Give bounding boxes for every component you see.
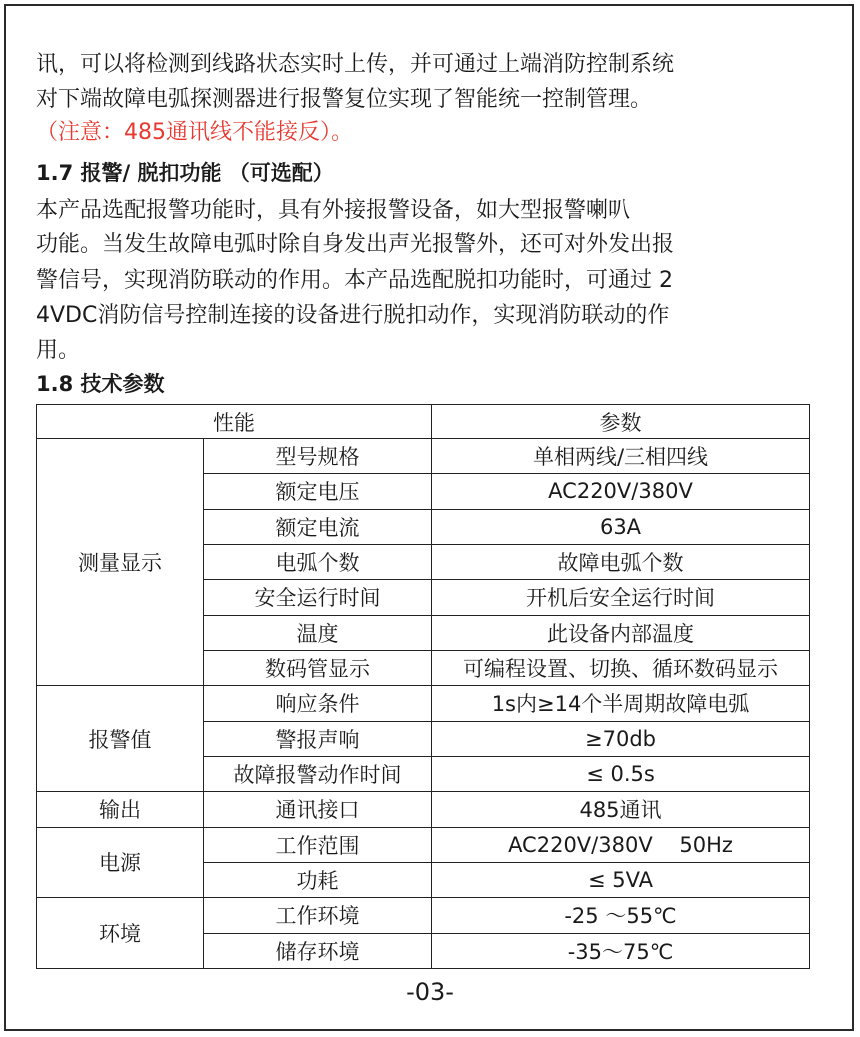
paragraph-line: 警信号，实现消防联动的作用。本产品选配脱扣功能时，可通过 2 — [36, 268, 673, 293]
item-cell: 电弧个数 — [204, 544, 432, 579]
value-cell: ≤ 5VA — [432, 862, 810, 897]
section-1-7-heading: 1.7 报警/ 脱扣功能 （可选配） — [36, 161, 334, 185]
item-cell: 工作环境 — [204, 898, 432, 933]
page-number: -03- — [406, 978, 454, 1006]
table-row — [37, 827, 810, 862]
tech-params-table — [36, 404, 810, 969]
value-cell: 单相两线/三相四线 — [432, 439, 810, 474]
value-cell: AC220V/380V — [432, 474, 810, 509]
value-cell: -25 ～55℃ — [432, 898, 810, 933]
group-output: 输出 — [37, 792, 204, 827]
item-cell: 额定电压 — [204, 474, 432, 509]
item-cell: 警报声响 — [204, 721, 432, 756]
intro-line-2: 对下端故障电弧探测器进行报警复位实现了智能统一控制管理。 — [36, 87, 653, 112]
item-cell: 通讯接口 — [204, 792, 432, 827]
paragraph-line: 用。 — [36, 338, 81, 363]
item-cell: 额定电流 — [204, 509, 432, 544]
value-cell: 故障电弧个数 — [432, 544, 810, 579]
item-cell: 温度 — [204, 615, 432, 650]
item-cell: 安全运行时间 — [204, 580, 432, 615]
item-cell: 型号规格 — [204, 439, 432, 474]
warning-note: （注意：485通讯线不能接反）。 — [36, 120, 353, 145]
header-performance: 性能 — [37, 405, 432, 439]
paragraph-line: 本产品选配报警功能时，具有外接报警设备，如大型报警喇叭 — [36, 198, 631, 223]
group-power: 电源 — [37, 827, 204, 898]
paragraph-line: 功能。当发生故障电弧时除自身发出声光报警外，还可对外发出报 — [36, 232, 675, 257]
value-cell: 1s内≥14个半周期故障电弧 — [432, 686, 810, 721]
value-cell: -35～75℃ — [432, 933, 810, 968]
value-cell: 此设备内部温度 — [432, 615, 810, 650]
table-row — [37, 686, 810, 721]
header-parameter: 参数 — [432, 405, 810, 439]
value-cell: ≤ 0.5s — [432, 756, 810, 791]
table-row — [37, 792, 810, 827]
value-cell: AC220V/380V 50Hz — [432, 827, 810, 862]
paragraph-line: 4VDC消防信号控制连接的设备进行脱扣动作，实现消防联动的作 — [36, 303, 670, 328]
group-alarm-value: 报警值 — [37, 686, 204, 792]
item-cell: 响应条件 — [204, 686, 432, 721]
table-header-row — [37, 405, 810, 439]
item-cell: 故障报警动作时间 — [204, 756, 432, 791]
table-row — [37, 898, 810, 933]
section-1-8-heading: 1.8 技术参数 — [36, 372, 165, 396]
value-cell: 可编程设置、切换、循环数码显示 — [432, 650, 810, 685]
item-cell: 工作范围 — [204, 827, 432, 862]
value-cell: 开机后安全运行时间 — [432, 580, 810, 615]
value-cell: 63A — [432, 509, 810, 544]
item-cell: 储存环境 — [204, 933, 432, 968]
value-cell: ≥70db — [432, 721, 810, 756]
table-row — [37, 439, 810, 474]
value-cell: 485通讯 — [432, 792, 810, 827]
intro-line-1: 讯，可以将检测到线路状态实时上传，并可通过上端消防控制系统 — [36, 52, 675, 77]
group-measure-display: 测量显示 — [37, 439, 204, 686]
item-cell: 功耗 — [204, 862, 432, 897]
item-cell: 数码管显示 — [204, 650, 432, 685]
group-environment: 环境 — [37, 898, 204, 969]
